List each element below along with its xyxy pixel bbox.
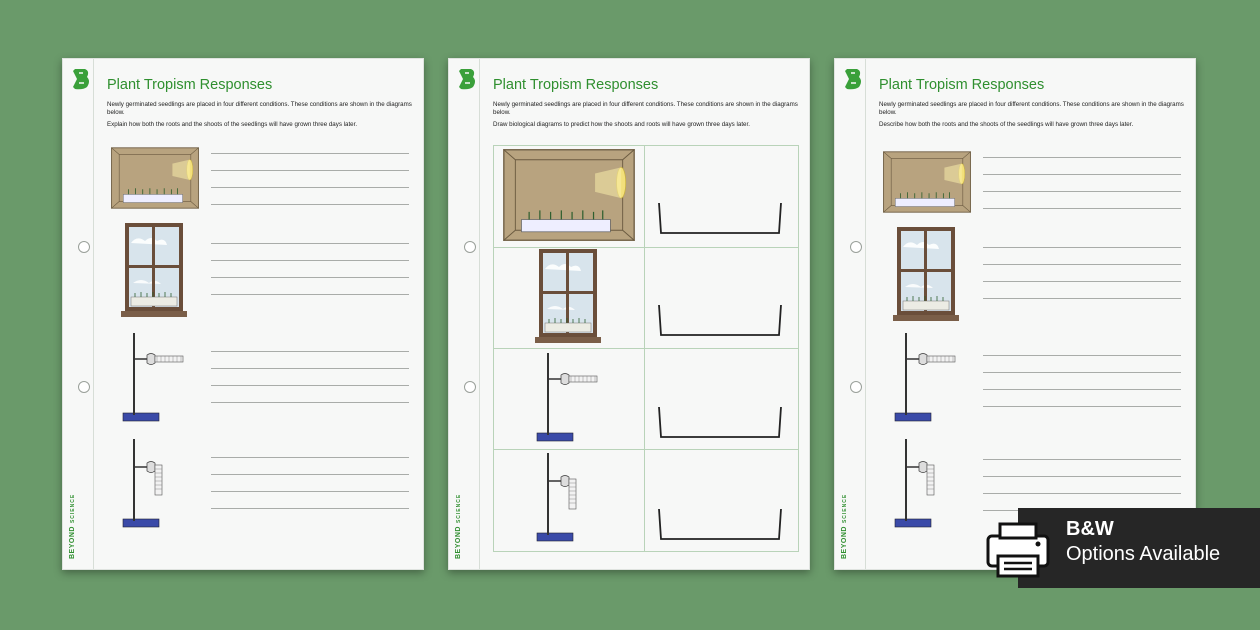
answer-lines bbox=[983, 247, 1181, 315]
answer-lines bbox=[211, 153, 409, 221]
punch-hole bbox=[850, 381, 862, 393]
punch-hole bbox=[464, 241, 476, 253]
brand-label: BEYONDSCIENCE bbox=[455, 493, 462, 559]
punch-hole bbox=[78, 241, 90, 253]
answer-lines bbox=[211, 351, 409, 419]
worksheet-1 bbox=[62, 58, 424, 570]
window-diagram bbox=[535, 249, 601, 345]
bw-options-badge bbox=[1018, 508, 1260, 588]
punch-hole bbox=[78, 381, 90, 393]
prediction-tray bbox=[657, 505, 785, 545]
worksheet-title: Plant Tropism Responses bbox=[107, 77, 273, 93]
beyond-logo-icon bbox=[457, 67, 477, 91]
answer-lines bbox=[983, 157, 1181, 225]
dark-box-diagram bbox=[111, 147, 199, 209]
beyond-logo-icon bbox=[71, 67, 91, 91]
badge-title: B&W bbox=[1066, 518, 1114, 540]
intro-text: Newly germinated seedlings are placed in four different conditions. These conditions are shown in the diagrams below. bbox=[493, 101, 798, 116]
intro-text: Newly germinated seedlings are placed in four different conditions. These conditions are shown in the diagrams below. bbox=[879, 101, 1184, 116]
dark-box-diagram bbox=[503, 149, 635, 241]
beyond-logo-icon bbox=[843, 67, 863, 91]
punch-hole bbox=[850, 241, 862, 253]
task-text: Draw biological diagrams to predict how the shoots and roots will have grown three days later. bbox=[493, 121, 750, 128]
margin-line bbox=[479, 59, 480, 569]
punch-hole bbox=[464, 381, 476, 393]
worksheet-instructions bbox=[879, 101, 1184, 133]
dark-box-diagram bbox=[883, 151, 971, 213]
vertical-stand-diagram bbox=[893, 437, 959, 533]
worksheet-instructions bbox=[493, 101, 798, 133]
vertical-stand-diagram bbox=[535, 451, 601, 547]
worksheet-2 bbox=[448, 58, 810, 570]
worksheet-instructions bbox=[107, 101, 412, 133]
horizontal-stand-diagram bbox=[535, 351, 601, 447]
prediction-tray bbox=[657, 403, 785, 443]
horizontal-stand-diagram bbox=[121, 331, 187, 427]
task-text: Explain how both the roots and the shoots of the seedlings will have grown three days later. bbox=[107, 121, 358, 128]
margin-line bbox=[93, 59, 94, 569]
margin-line bbox=[865, 59, 866, 569]
task-text: Describe how both the roots and the shoots of the seedlings will have grown three days later. bbox=[879, 121, 1134, 128]
printer-icon bbox=[984, 522, 1052, 578]
worksheet-title: Plant Tropism Responses bbox=[879, 77, 1045, 93]
worksheet-title: Plant Tropism Responses bbox=[493, 77, 659, 93]
prediction-tray bbox=[657, 301, 785, 341]
worksheet-3 bbox=[834, 58, 1196, 570]
answer-lines bbox=[211, 243, 409, 311]
badge-subtitle: Options Available bbox=[1066, 543, 1221, 565]
window-diagram bbox=[893, 227, 959, 323]
brand-label: BEYONDSCIENCE bbox=[841, 493, 848, 559]
vertical-stand-diagram bbox=[121, 437, 187, 533]
prediction-tray bbox=[657, 199, 785, 239]
answer-lines bbox=[983, 355, 1181, 423]
brand-label: BEYONDSCIENCE bbox=[69, 493, 76, 559]
intro-text: Newly germinated seedlings are placed in four different conditions. These conditions are shown in the diagrams below. bbox=[107, 101, 412, 116]
window-diagram bbox=[121, 223, 187, 319]
badge-text bbox=[1066, 518, 1220, 566]
horizontal-stand-diagram bbox=[893, 331, 959, 427]
answer-lines bbox=[211, 457, 409, 525]
